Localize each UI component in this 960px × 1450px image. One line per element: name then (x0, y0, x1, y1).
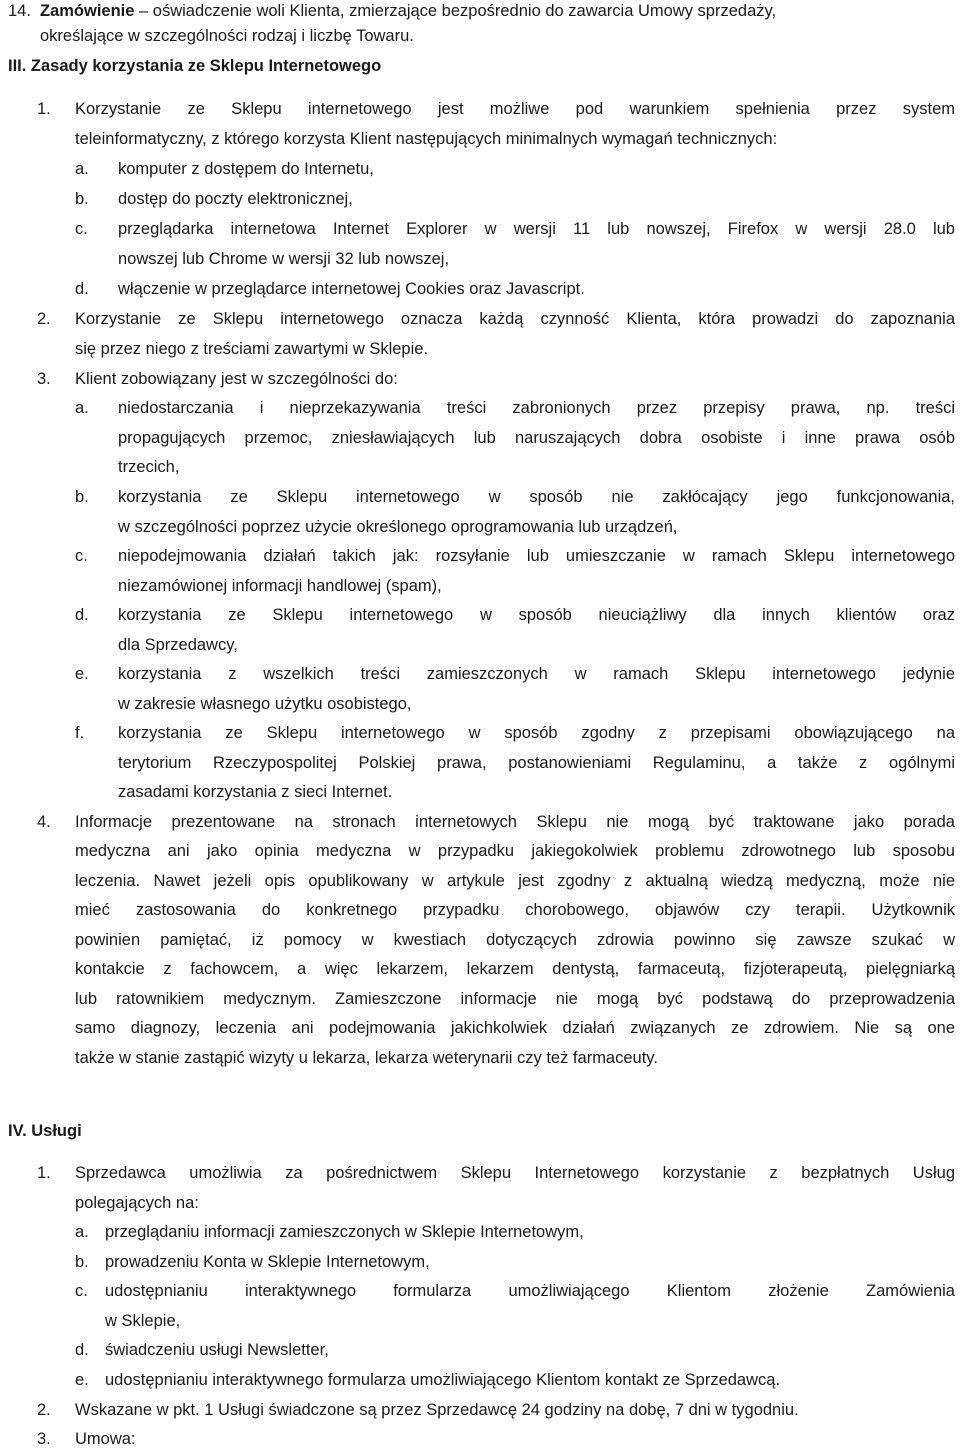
paragraph-line: Korzystanie ze Sklepu internetowego jest możliwe pod warunkiem spełnienia przez system (75, 100, 955, 118)
list-item: korzystania ze Sklepu internetowego w sposób zgodny z przepisami obowiązującego na (118, 724, 955, 742)
list-letter: c. (75, 1282, 88, 1300)
paragraph-line: samo diagnozy, leczenia ani podejmowania jakichkolwiek działań związanych ze zdrowiem. Nie są one (75, 1019, 955, 1037)
paragraph-line: Korzystanie ze Sklepu internetowego oznacza każdą czynność Klienta, która prowadzi do zapoznania (75, 310, 955, 328)
list-letter: d. (75, 280, 89, 298)
list-item: przeglądaniu informacji zamieszczonych w Sklepie Internetowym, (105, 1223, 584, 1241)
list-letter: d. (75, 606, 89, 624)
list-item: niedostarczania i nieprzekazywania treści zabronionych przez przepisy prawa, np. treści (118, 399, 955, 417)
list-number: 2. (37, 310, 51, 328)
paragraph-line: Sprzedawca umożliwia za pośrednictwem Sklepu Internetowego korzystanie z bezpłatnych Usług (75, 1164, 955, 1182)
list-letter: f. (75, 724, 85, 742)
list-item: korzystania ze Sklepu internetowego w sposób nie zakłócający jego funkcjonowania, (118, 488, 955, 506)
paragraph-line: mieć zastosowania do konkretnego przypadku chorobowego, objawów czy terapii. Użytkownik (75, 901, 955, 919)
paragraph-line: także w stanie zastąpić wizyty u lekarza, lekarza weterynarii czy też farmaceuty. (75, 1049, 658, 1067)
list-item: niepodejmowania działań takich jak: rozsyłanie lub umieszczanie w ramach Sklepu internetowego (118, 547, 955, 565)
list-number: 1. (37, 1164, 51, 1182)
defined-term: Zamówienie (40, 2, 135, 20)
list-letter: c. (75, 220, 88, 238)
list-item-continued: trzecich, (118, 458, 180, 476)
list-item: komputer z dostępem do Internetu, (118, 160, 374, 178)
paragraph-line: Informacje prezentowane na stronach internetowych Sklepu nie mogą być traktowane jako porada (75, 813, 955, 831)
list-item: korzystania z wszelkich treści zamieszczonych w ramach Sklepu internetowego jedynie (118, 665, 955, 683)
list-item-continued: niezamówionej informacji handlowej (spam), (118, 577, 442, 595)
list-item: świadczeniu usługi Newsletter, (105, 1341, 329, 1359)
list-letter: b. (75, 190, 89, 208)
paragraph-line: polegających na: (75, 1194, 199, 1212)
list-item-continued: w szczególności poprzez użycie określonego oprogramowania lub urządzeń, (118, 518, 678, 536)
list-letter: b. (75, 488, 89, 506)
list-item: udostępnianiu interaktywnego formularza umożliwiającego Klientom kontakt ze Sprzedawcą. (105, 1371, 781, 1389)
list-letter: a. (75, 160, 89, 178)
list-number: 14. (8, 2, 31, 20)
list-item: korzystania ze Sklepu internetowego w sposób nieuciążliwy dla innych klientów oraz (118, 606, 955, 624)
section-heading: IV. Usługi (8, 1122, 82, 1140)
list-letter: b. (75, 1253, 89, 1271)
definition-text: – oświadczenie woli Klienta, zmierzające bezpośrednio do zawarcia Umowy sprzedaży, (134, 2, 777, 20)
list-item: udostępnianiu interaktywnego formularza umożliwiającego Klientom złożenie Zamówienia (105, 1282, 955, 1300)
list-number: 2. (37, 1401, 51, 1419)
paragraph-line: powinien pamiętać, iż pomocy w kwestiach dotyczących zdrowia powinno się zawsze szukać w (75, 931, 955, 949)
paragraph-line: lub ratownikiem medycznym. Zamieszczone informacje nie mogą być podstawą do przeprowadzenia (75, 990, 955, 1008)
list-letter: a. (75, 1223, 89, 1241)
list-letter: c. (75, 547, 88, 565)
paragraph-line (40, 0, 955, 22)
list-item-continued: w zakresie własnego użytku osobistego, (118, 695, 412, 713)
list-item-continued: zasadami korzystania z sieci Internet. (118, 783, 393, 801)
paragraph-line: się przez niego z treściami zawartymi w Sklepie. (75, 340, 429, 358)
section-heading: III. Zasady korzystania ze Sklepu Internetowego (8, 57, 382, 75)
list-letter: e. (75, 1371, 89, 1389)
paragraph-line: leczenia. Nawet jeżeli opis opublikowany w artykule jest zgodny z aktualną wiedzą medyczną, może nie (75, 872, 955, 890)
list-item: dostęp do poczty elektronicznej, (118, 190, 353, 208)
paragraph-line: kontakcie z fachowcem, a więc lekarzem, lekarzem dentystą, farmaceutą, fizjoterapeutą, pielęgniarką (75, 960, 955, 978)
paragraph-line: teleinformatyczny, z którego korzysta Klient następujących minimalnych wymagań technicznych: (75, 130, 778, 148)
list-item-continued: w Sklepie, (105, 1312, 181, 1330)
paragraph-line: Klient zobowiązany jest w szczególności do: (75, 370, 398, 388)
paragraph-line: określające w szczególności rodzaj i liczbę Towaru. (40, 27, 414, 45)
list-item: prowadzeniu Konta w Sklepie Internetowym, (105, 1253, 430, 1271)
list-item-continued: dla Sprzedawcy, (118, 636, 238, 654)
list-number: 1. (37, 100, 51, 118)
list-number: 3. (37, 370, 51, 388)
list-item: włączenie w przeglądarce internetowej Cookies oraz Javascript. (118, 280, 585, 298)
list-item: przeglądarka internetowa Internet Explorer w wersji 11 lub nowszej, Firefox w wersji 28.0 lub (118, 220, 955, 238)
list-number: 3. (37, 1430, 51, 1448)
list-letter: e. (75, 665, 89, 683)
list-item-continued: nowszej lub Chrome w wersji 32 lub nowszej, (118, 250, 450, 268)
list-number: 4. (37, 813, 51, 831)
paragraph-line: Umowa: (75, 1430, 136, 1448)
list-item-continued: terytorium Rzeczypospolitej Polskiej prawa, postanowieniami Regulaminu, a także z ogólnymi (118, 754, 955, 772)
paragraph-line: Wskazane w pkt. 1 Usługi świadczone są przez Sprzedawcę 24 godziny na dobę, 7 dni w tygodniu. (75, 1401, 799, 1419)
list-item-continued: propagujących przemoc, zniesławiających lub naruszających dobra osobiste i inne prawa osób (118, 429, 955, 447)
list-letter: d. (75, 1341, 89, 1359)
paragraph-line: medyczna ani jako opinia medyczna w przypadku jakiegokolwiek problemu zdrowotnego lub sposobu (75, 842, 955, 860)
list-letter: a. (75, 399, 89, 417)
